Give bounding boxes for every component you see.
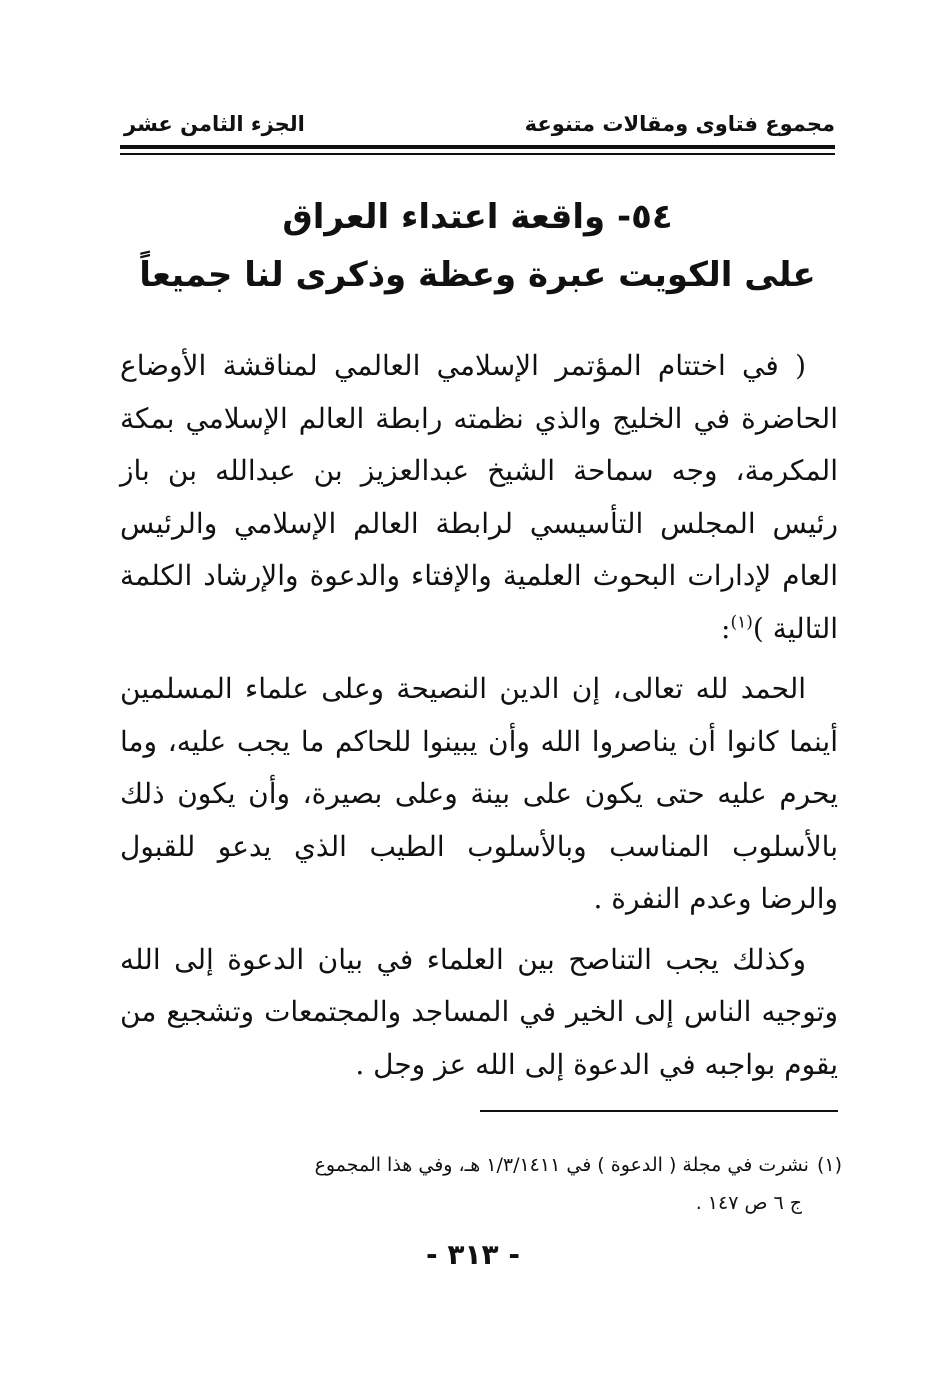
running-header <box>120 112 835 148</box>
volume-label: الجزء الثامن عشر <box>124 112 305 136</box>
body-paragraph-2: وكذلك يجب التناصح بين العلماء في بيان الدعوة إلى الله وتوجيه الناس إلى الخير في المساجد والمجتمعات وتشجيع من يقوم بواجبه في الدعوة إلى الله عز وجل . <box>120 942 838 1081</box>
footnote-line-1 <box>120 1146 842 1184</box>
footnote-separator <box>480 1110 838 1112</box>
footnote <box>120 1146 842 1222</box>
book-title: مجموع فتاوى ومقالات متنوعة <box>524 112 835 136</box>
article-title-line2: على الكويت عبرة وعظة وذكرى لنا جميعاً <box>139 255 816 295</box>
intro-end: : <box>721 611 731 645</box>
header-rule-thin <box>120 153 835 155</box>
intro-paragraph <box>120 340 838 655</box>
page-number: - ٣١٣ - <box>425 1238 521 1271</box>
article-title <box>120 188 835 304</box>
footnote-text-1: نشرت في مجلة ( الدعوة ) في ١/٣/١٤١١ هـ، وفي هذا المجموع <box>314 1154 809 1176</box>
article-title-line1: ٥٤- واقعة اعتداء العراق <box>282 197 673 237</box>
footnote-reference: (١) <box>730 612 753 633</box>
body-paragraph-1: الحمد لله تعالى، إن الدين النصيحة وعلى علماء المسلمين أينما كانوا أن يناصروا الله وأن يبينوا للحاكم ما يجب عليه، وما يحرم عليه حتى يكون على بينة وعلى بصيرة، وأن يكون ذلك بالأسلوب المناسب وبالأسلوب الطيب الذي يدعو للقبول والرضا وعدم النفرة . <box>120 672 838 915</box>
header-rule-thick <box>120 145 835 149</box>
footnote-text-2: ج ٦ ص ١٤٧ . <box>695 1192 802 1214</box>
intro-text: ( في اختتام المؤتمر الإسلامي العالمي لمناقشة الأوضاع الحاضرة في الخليج والذي نظمته رابطة العالم الإسلامي بمكة المكرمة، وجه سماحة الشيخ عبدالعزيز بن عبدالله بن باز رئيس المجلس التأسيسي لرابطة العالم الإسلامي والرئيس العام لإدارات البحوث العلمية والإفتاء والدعوة والإرشاد الكلمة التالية ) <box>120 349 838 645</box>
footnote-marker: (١) <box>816 1154 842 1176</box>
article-body <box>120 340 838 1091</box>
